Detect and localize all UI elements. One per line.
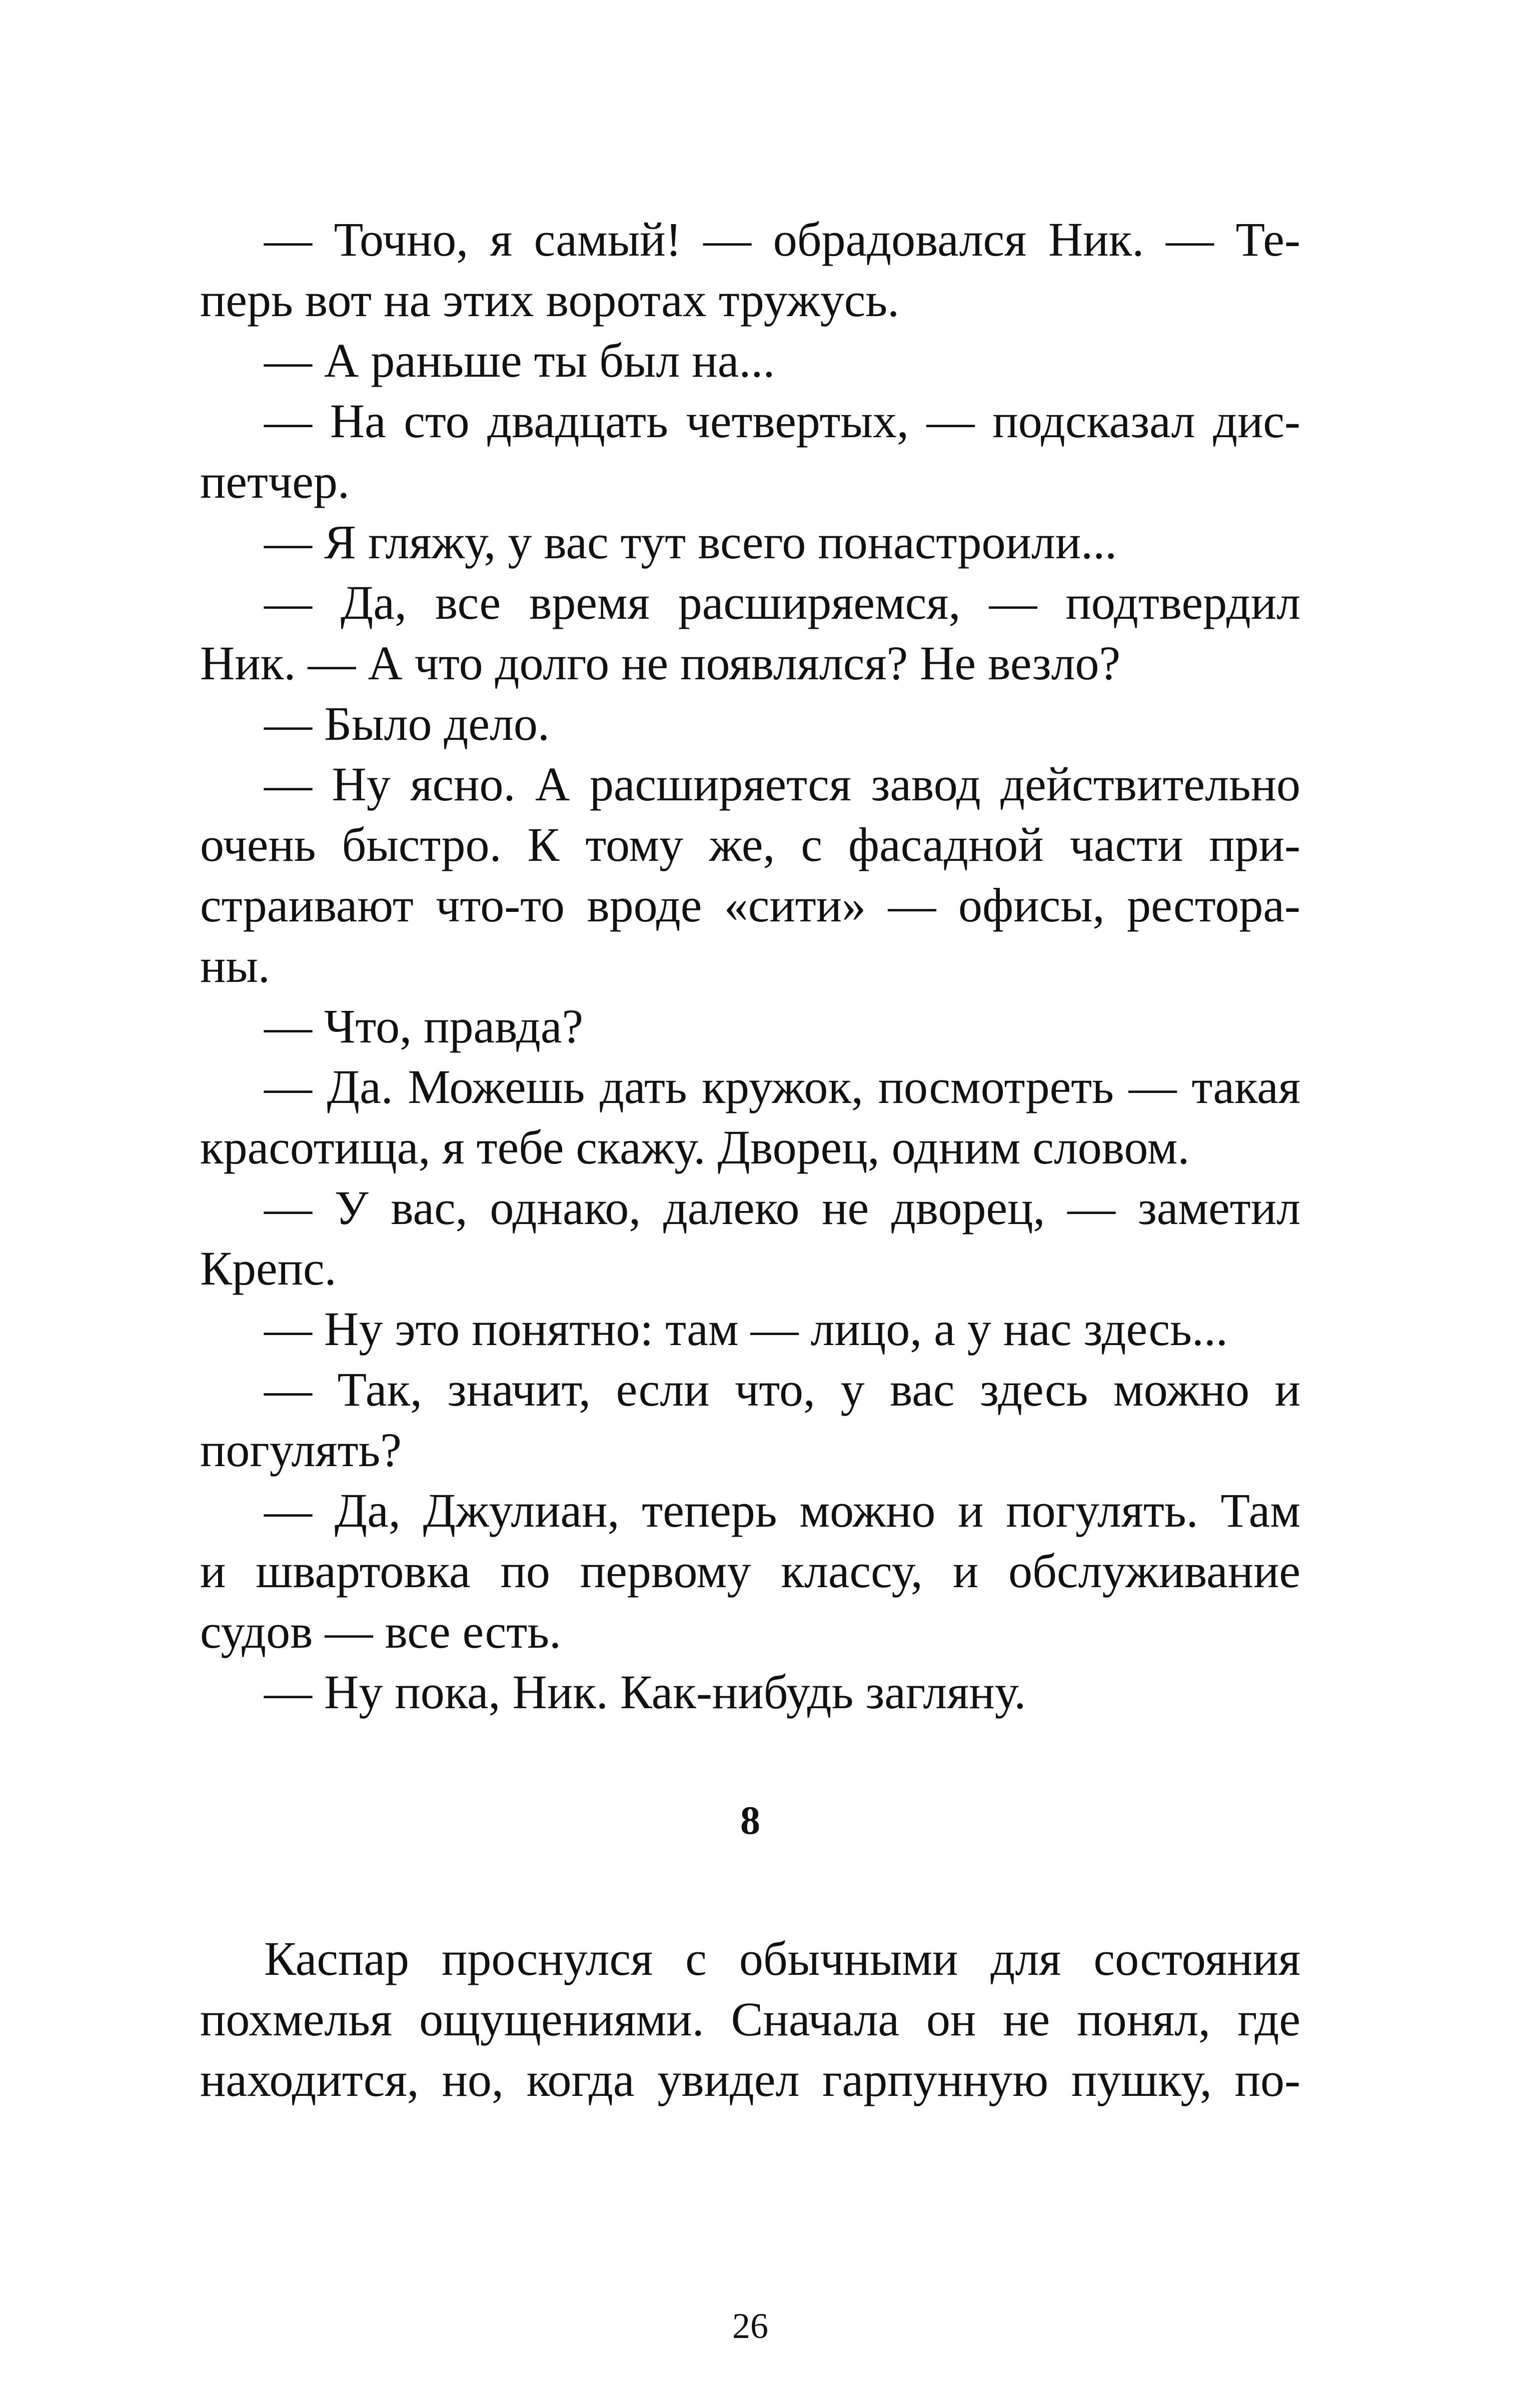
chapter-heading: 8 [740,1799,760,1843]
text-line: — Ну это понятно: там — лицо, а у нас здесь... [264,1302,1228,1356]
text-line: — Так, значит, если что, у вас здесь можно и [264,1363,1300,1416]
text-line: — Ну ясно. А расширяется завод действительно [264,757,1300,811]
text-line: перь вот на этих воротах тружусь. [200,273,900,327]
text-line: — Да. Можешь дать кружок, посмотреть — такая [264,1060,1300,1113]
text-line: — Было дело. [264,697,550,750]
text-line: — Да, все время расширяемся, — подтвердил [264,576,1300,629]
text-line: — У вас, однако, далеко не дворец, — заметил [264,1181,1300,1235]
text-line: ны. [200,939,270,992]
text-line: судов — все есть. [200,1605,561,1658]
text-line: Каспар проснулся с обычными для состояния [264,1932,1300,1985]
text-line: и швартовка по первому классу, и обслуживание [200,1544,1300,1598]
text-line: находится, но, когда увидел гарпунную пушку, по- [200,2053,1300,2106]
text-line: — Да, Джулиан, теперь можно и погулять. Там [264,1484,1300,1537]
text-line: красотища, я тебе скажу. Дворец, одним словом. [200,1120,1190,1174]
text-line: Ник. — А что долго не появлялся? Не везло? [200,636,1121,690]
page-number: 26 [732,2306,768,2346]
text-line: — Точно, я самый! — обрадовался Ник. — Те- [264,213,1300,266]
text-line: очень быстро. К тому же, с фасадной части при- [200,818,1300,871]
chapter-text [200,1928,1300,2110]
text-line: — Что, правда? [264,999,584,1053]
text-line: похмелья ощущениями. Сначала он не понял, где [200,1992,1300,2046]
text-line: страивают что-то вроде «сити» — офисы, рестора- [200,878,1300,932]
text-line: петчер. [200,455,350,508]
text-line: — А раньше ты был на... [264,334,775,387]
text-line: Крепс. [200,1242,337,1295]
text-line: — Я гляжу, у вас тут всего понастроили... [264,515,1117,569]
text-line: погулять? [200,1423,402,1477]
text-line: — На сто двадцать четвертых, — подсказал дис- [264,394,1300,448]
text-line: — Ну пока, Ник. Как-нибудь загляну. [264,1665,1026,1719]
dialogue-text [200,209,1300,1722]
